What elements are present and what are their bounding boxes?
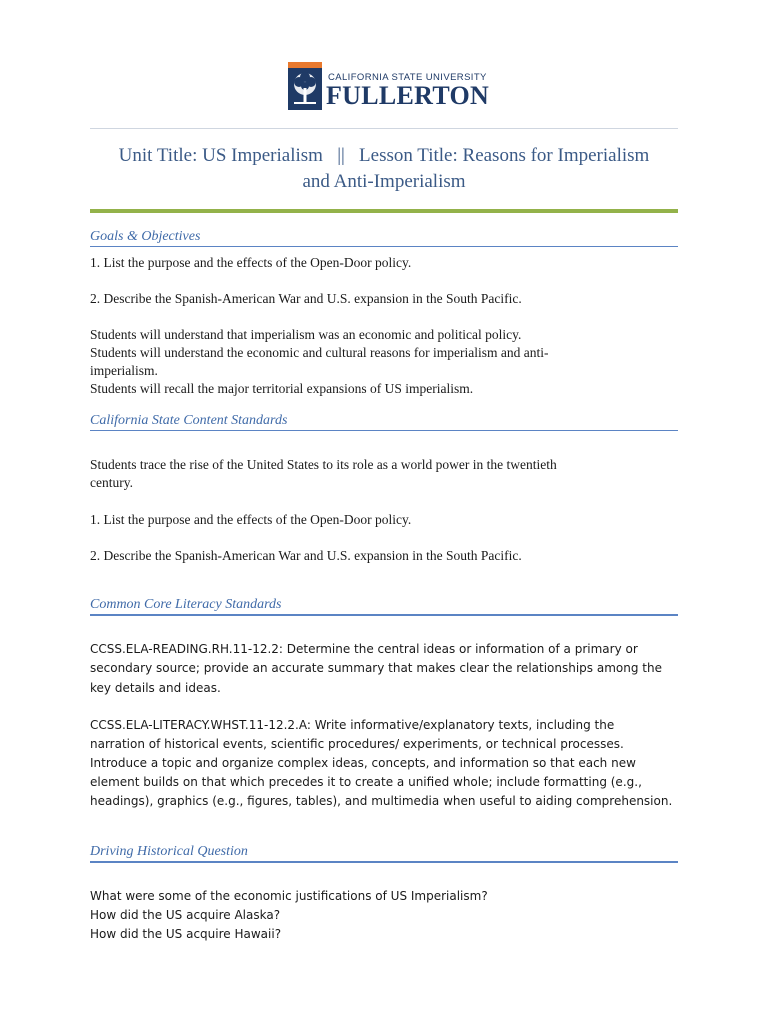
title-line-1: Unit Title: US Imperialism || Lesson Title: Reasons for Imperialism xyxy=(118,145,650,166)
driving-question-2: How did the US acquire Alaska? xyxy=(90,908,281,922)
state-standards-heading: California State Content Standards xyxy=(90,413,288,428)
cc-std2-line5: headings), graphics (e.g., figures, tables), and multimedia when useful to aiding comprehension. xyxy=(90,794,673,808)
cc-std2-line2: narration of historical events, scientific procedures/ experiments, or technical processes. xyxy=(90,737,624,751)
cc-std1-line2: secondary source; provide an accurate summary that makes clear the relationships among the xyxy=(90,661,662,675)
cc-std1-line3: key details and ideas. xyxy=(90,681,221,695)
state-standards-intro-b: century. xyxy=(90,475,133,490)
common-core-heading: Common Core Literacy Standards xyxy=(90,597,282,612)
cc-std1-line1: CCSS.ELA-READING.RH.11-12.2: Determine the central ideas or information of a primary or xyxy=(90,642,638,656)
goals-rule xyxy=(90,246,678,247)
goals-understand-2b: imperialism. xyxy=(90,363,158,378)
state-standards-item-2: 2. Describe the Spanish-American War and U.S. expansion in the South Pacific. xyxy=(90,548,522,563)
goals-understand-1: Students will understand that imperialism was an economic and political policy. xyxy=(90,327,522,342)
title-line-2: and Anti-Imperialism xyxy=(302,171,466,192)
goals-item-2: 2. Describe the Spanish-American War and U.S. expansion in the South Pacific. xyxy=(90,291,522,306)
driving-question-1: What were some of the economic justifications of US Imperialism? xyxy=(90,889,488,903)
csuf-logo xyxy=(288,62,488,112)
cc-std2-line4: element builds on that which precedes it to create a unified whole; include formatting (e.g., xyxy=(90,775,642,789)
driving-question-3: How did the US acquire Hawaii? xyxy=(90,927,282,941)
goals-item-1: 1. List the purpose and the effects of the Open-Door policy. xyxy=(90,255,412,270)
driving-question-heading: Driving Historical Question xyxy=(90,844,248,859)
cc-std2-line1: CCSS.ELA-LITERACY.WHST.11-12.2.A: Write informative/explanatory texts, including the xyxy=(90,718,615,732)
common-core-rule xyxy=(90,614,678,616)
state-standards-intro-a: Students trace the rise of the United States to its role as a world power in the twentieth xyxy=(90,457,557,472)
title-accent-rule xyxy=(90,209,678,213)
logo-campus-text: FULLERTON xyxy=(326,81,490,110)
page-title xyxy=(90,143,678,195)
tower-icon xyxy=(288,62,322,110)
goals-understand-2a: Students will understand the economic and cultural reasons for imperialism and anti- xyxy=(90,345,549,360)
logo-university-text: CALIFORNIA STATE UNIVERSITY xyxy=(328,72,487,83)
state-standards-item-1: 1. List the purpose and the effects of the Open-Door policy. xyxy=(90,512,412,527)
state-standards-rule xyxy=(90,430,678,431)
cc-std2-line3: Introduce a topic and organize complex ideas, concepts, and information so that each new xyxy=(90,756,636,770)
driving-question-rule xyxy=(90,861,678,863)
goals-recall: Students will recall the major territorial expansions of US imperialism. xyxy=(90,381,474,396)
goals-heading: Goals & Objectives xyxy=(90,229,201,244)
header-divider xyxy=(90,128,678,129)
